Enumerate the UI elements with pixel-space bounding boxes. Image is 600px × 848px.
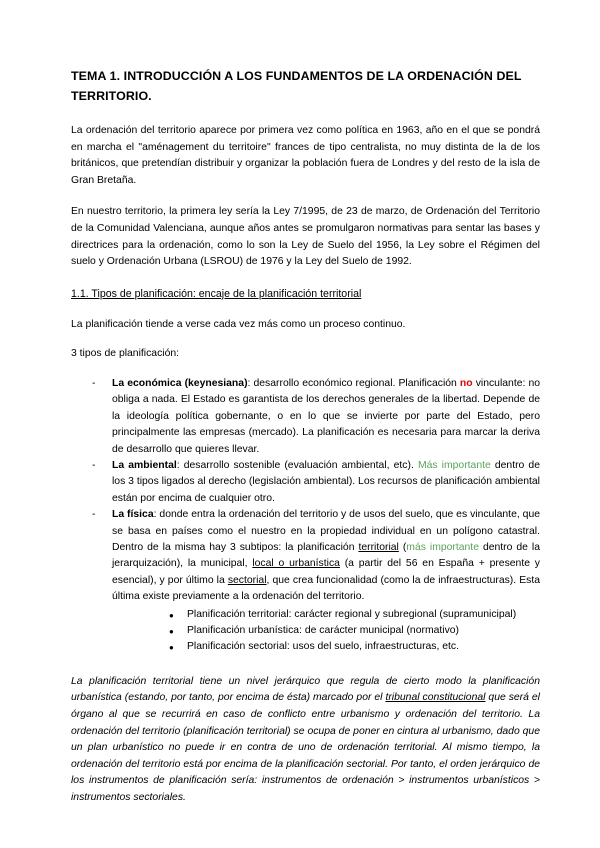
page-title: TEMA 1. INTRODUCCIÓN A LOS FUNDAMENTOS DE LA ORDENACIÓN DEL TERRITORIO. xyxy=(71,69,522,103)
list-item-subtype xyxy=(112,639,540,655)
term-fisica: La física xyxy=(112,509,154,521)
highlight-mas-importante-2: más importante xyxy=(406,542,479,553)
bullet-dot-icon: ● xyxy=(169,643,174,653)
dash-marker-icon: - xyxy=(92,377,96,389)
highlight-mas-importante: Más importante xyxy=(417,459,491,471)
highlight-no: no xyxy=(459,377,473,389)
section-heading-1-1: 1.1. Tipos de planificación: encaje de la planificación territorial xyxy=(71,287,362,300)
list-item-subtype xyxy=(112,623,540,639)
term-economica: La económica (keynesiana) xyxy=(112,377,248,389)
text-fisica-a: : donde entra la ordenación del territorio y de usos del suelo, que es vinculante, que se basa en países como el nuestro en la propiedad individual en un polígono catastral. Dentro de la misma hay 3 subtipos: la planificación xyxy=(112,509,540,553)
underline-tribunal-constitucional: tribunal constitucional xyxy=(385,692,486,704)
text-fisica-c: dentro de la jerarquización), la municipal, xyxy=(112,542,540,570)
paragraph-planificacion-proceso: La planificación tiende a verse cada vez más como un proceso continuo. xyxy=(71,318,406,330)
text-economica-b: vinculante: no obliga a nada. El Estado es garantista de los derechos generales de la libertad. Depende de la ideología política gobernante, o en lo que se invierte por parte del Estado, pero principalmente las empresas (mercado). La planificación es necesaria para marcar la deriva de desarrollo que quieres llevar. xyxy=(112,377,541,455)
bullet-dot-icon: ● xyxy=(169,627,174,637)
closing-text-b: que será el órgano al que se recurrirá en caso de conflicto entre urbanismo y ordenación del territorio. La ordenación del territorio (planificación territorial) se ocupa de poner en cintura al urbanismo, dado que un plan urbanístico no puede ir en contra de uno de ordenación territorial. Al mismo tiempo, la ordenación del territorio está por encima de la planificación sectorial. Por tanto, el orden jerárquico de los instrumentos de planificación sería: instrumentos de ordenación > instrumentos urbanísticos > instrumentos sectoriales. xyxy=(71,692,540,803)
dash-marker-icon: - xyxy=(92,459,96,471)
paragraph-tres-tipos: 3 tipos de planificación: xyxy=(71,348,180,360)
list-item-fisica xyxy=(71,507,540,656)
underline-territorial: territorial xyxy=(358,542,399,553)
subtype-label: Planificación sectorial: usos del suelo, infraestructuras, etc. xyxy=(187,641,460,653)
list-item-economica xyxy=(71,376,540,458)
closing-text-a: La planificación territorial tiene un nivel jerárquico que regula de cierto modo la planificación urbanística (estando, por tanto, por encima de ésta) marcado por el xyxy=(71,675,540,704)
subtype-label: Planificación urbanística: de carácter municipal (normativo) xyxy=(187,625,460,637)
text-fisica-d: (a partir del 56 en España + presente y esencial), y por último la xyxy=(112,558,541,586)
planning-types-list xyxy=(71,376,540,656)
intro-paragraph-2: En nuestro territorio, la primera ley sería la Ley 7/1995, de 23 de marzo, de Ordenación del Territorio de la Comunidad Valenciana, aunque años antes se promulgaron normativas para sentar las bases y directrices para la ordenación, como lo son la Ley de Suelo del 1956, la Ley sobre el Régimen del suelo y Ordenación Urbana (LSROU) de 1976 y la Ley del Suelo de 1992. xyxy=(71,206,540,268)
bullet-dot-icon: ● xyxy=(169,610,174,620)
planning-subtypes-list xyxy=(112,607,540,656)
list-item-subtype xyxy=(112,607,540,623)
subtype-label: Planificación territorial: carácter regional y subregional (supramunicipal) xyxy=(187,608,517,620)
dash-marker-icon: - xyxy=(92,509,96,521)
list-item-ambiental xyxy=(71,458,540,507)
text-ambiental-b: dentro de los 3 tipos ligados al derecho (legislación ambiental). Los recursos de planificación ambiental están por encima de cualquier otro. xyxy=(112,459,540,504)
closing-italic-paragraph xyxy=(71,674,540,807)
underline-sectorial: sectorial xyxy=(227,574,267,586)
term-ambiental: La ambiental xyxy=(112,459,177,471)
text-ambiental-a: : desarrollo sostenible (evaluación ambiental, etc). xyxy=(176,459,418,471)
text-economica-a: : desarrollo económico regional. Planificación xyxy=(247,377,460,389)
text-fisica-b: ( xyxy=(398,542,407,553)
text-fisica-e: , que crea funcionalidad (como la de infraestructuras). Esta última existe previamente a la ordenación del territorio. xyxy=(112,574,541,603)
underline-local-urbanistica: local o urbanística xyxy=(252,558,340,570)
intro-paragraph-1: La ordenación del territorio aparece por primera vez como política en 1963, año en el que se pondrá en marcha el "aménagement du territoire" frances de tipo centralista, no muy distinta de la de los británicos, que pretendían distribuir y organizar la población fuera de Londres y del resto de la isla de Gran Bretaña. xyxy=(71,125,540,186)
